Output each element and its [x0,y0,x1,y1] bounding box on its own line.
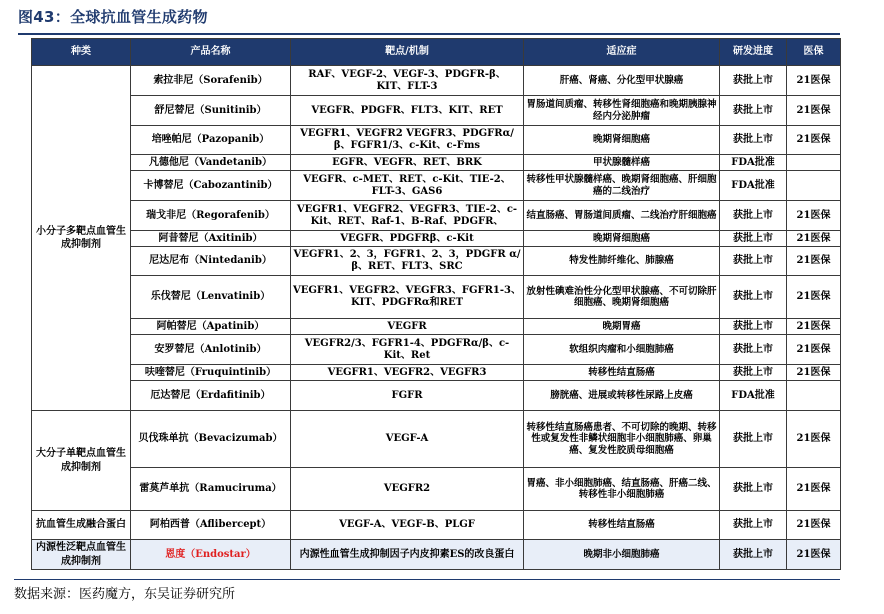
drug-status: 获批上市 [720,276,787,319]
drug-target: EGFR、VEGFR、RET、BRK [291,155,524,171]
drug-insurance: 21医保 [787,540,841,570]
drug-indication: 转移性结直肠癌患者、不可切除的晚期、转移性或复发性非鳞状细胞非小细胞肺癌、卵巢癌、复发性胶质母细胞癌 [524,411,720,468]
drug-target: VEGF-A、VEGF-B、PLGF [291,511,524,540]
table-row [32,335,841,365]
drug-target: VEGFR、c-MET、RET、c-Kit、TIE-2、FLT-3、GAS6 [291,171,524,201]
drug-status: 获批上市 [720,201,787,231]
header-row [32,39,841,66]
drug-insurance: 21医保 [787,126,841,155]
drug-name: 厄达替尼（Erdafitinib） [131,381,291,411]
drug-indication: 转移性结直肠癌 [524,511,720,540]
drug-indication: 特发性肺纤维化、肺腺癌 [524,247,720,276]
drug-indication: 放射性碘难治性分化型甲状腺癌、不可切除肝细胞癌、晚期肾细胞癌 [524,276,720,319]
drug-status: 获批上市 [720,96,787,126]
drug-status: 获批上市 [720,365,787,381]
drug-name: 阿昔替尼（Axitinib） [131,231,291,247]
header-name: 产品名称 [131,39,291,66]
title-divider [18,33,840,35]
drug-target: VEGFR、PDGFRβ、c-Kit [291,231,524,247]
drug-insurance: 21医保 [787,511,841,540]
drug-indication: 肝癌、肾癌、分化型甲状腺癌 [524,66,720,96]
drug-insurance: 21医保 [787,365,841,381]
drug-status: FDA批准 [720,171,787,201]
drug-name: 贝伐珠单抗（Bevacizumab） [131,411,291,468]
drug-indication: 胃癌、非小细胞肺癌、结直肠癌、肝癌二线、转移性非小细胞肺癌 [524,468,720,511]
table-row [32,126,841,155]
drug-insurance: 21医保 [787,247,841,276]
drug-insurance: 21医保 [787,66,841,96]
drug-table [31,38,841,570]
drug-insurance: 21医保 [787,335,841,365]
drug-status: 获批上市 [720,247,787,276]
drug-status: FDA批准 [720,381,787,411]
drug-target: VEGFR [291,319,524,335]
table-row [32,247,841,276]
table-row [32,411,841,468]
drug-insurance: 21医保 [787,411,841,468]
bottom-divider [14,579,840,580]
table-row [32,201,841,231]
source-note: 数据来源：医药魔方，东吴证券研究所 [14,587,236,602]
drug-indication: 膀胱癌、进展或转移性尿路上皮癌 [524,381,720,411]
drug-name: 阿柏西普（Aflibercept） [131,511,291,540]
drug-target: 内源性血管生成抑制因子内皮抑素ES的改良蛋白 [291,540,524,570]
drug-insurance: 21医保 [787,96,841,126]
drug-name: 雷莫芦单抗（Ramuciruma） [131,468,291,511]
drug-status: 获批上市 [720,468,787,511]
header-indication: 适应症 [524,39,720,66]
drug-indication: 甲状腺髓样癌 [524,155,720,171]
drug-insurance: 21医保 [787,468,841,511]
drug-status: 获批上市 [720,540,787,570]
drug-status: 获批上市 [720,511,787,540]
drug-target: VEGFR1、VEGFR2 VEGFR3、PDGFRα/β、FGFR1/3、c-Kit、c-Fms [291,126,524,155]
drug-indication: 结直肠癌、胃肠道间质瘤、二线治疗肝细胞癌 [524,201,720,231]
drug-indication: 转移性结直肠癌 [524,365,720,381]
drug-name: 培唑帕尼（Pazopanib） [131,126,291,155]
drug-name: 卡博替尼（Cabozantinib） [131,171,291,201]
category-antibody: 大分子单靶点血管生成抑制剂 [32,411,131,511]
table-row [32,155,841,171]
drug-name: 安罗替尼（Anlotinib） [131,335,291,365]
category-fusion: 抗血管生成融合蛋白 [32,511,131,540]
drug-target: VEGFR2/3、FGFR1-4、PDGFRα/β、c-Kit、Ret [291,335,524,365]
drug-target: FGFR [291,381,524,411]
drug-status: 获批上市 [720,66,787,96]
drug-name: 瑞戈非尼（Regorafenib） [131,201,291,231]
drug-target: VEGFR2 [291,468,524,511]
drug-name: 凡德他尼（Vandetanib） [131,155,291,171]
table-row-highlighted [32,540,841,570]
drug-name: 阿帕替尼（Apatinib） [131,319,291,335]
table-row [32,96,841,126]
table-row [32,66,841,96]
drug-indication: 晚期肾细胞癌 [524,126,720,155]
drug-status: FDA批准 [720,155,787,171]
table-row [32,365,841,381]
drug-name: 舒尼替尼（Sunitinib） [131,96,291,126]
header-category: 种类 [32,39,131,66]
drug-name: 索拉非尼（Sorafenib） [131,66,291,96]
drug-target: VEGFR1、VEGFR2、VEGFR3、FGFR1-3、KIT、PDGFRα和RET [291,276,524,319]
table-row [32,319,841,335]
drug-target: VEGFR1、VEGFR2、VEGFR3 [291,365,524,381]
drug-insurance [787,381,841,411]
drug-indication: 转移性甲状腺髓样癌、晚期肾细胞癌、肝细胞癌的二线治疗 [524,171,720,201]
table-row [32,511,841,540]
figure-title: 图43：全球抗血管生成药物 [18,8,208,26]
drug-target: VEGFR、PDGFR、FLT3、KIT、RET [291,96,524,126]
table-row [32,468,841,511]
header-insurance: 医保 [787,39,841,66]
header-status: 研发进度 [720,39,787,66]
table-row [32,171,841,201]
drug-insurance [787,171,841,201]
drug-indication: 晚期肾细胞癌 [524,231,720,247]
drug-indication: 胃肠道间质瘤、转移性肾细胞癌和晚期胰腺神经内分泌肿瘤 [524,96,720,126]
drug-target: VEGFR1、2、3，FGFR1、2、3，PDGFR α/β、RET、FLT3、SRC [291,247,524,276]
header-target: 靶点/机制 [291,39,524,66]
drug-insurance: 21医保 [787,276,841,319]
table-row [32,231,841,247]
drug-insurance: 21医保 [787,231,841,247]
drug-insurance: 21医保 [787,319,841,335]
drug-status: 获批上市 [720,126,787,155]
table-row [32,276,841,319]
drug-status: 获批上市 [720,411,787,468]
drug-target: RAF、VEGF-2、VEGF-3、PDGFR-β、KIT、FLT-3 [291,66,524,96]
drug-name: 呋喹替尼（Fruquintinib） [131,365,291,381]
drug-name: 乐伐替尼（Lenvatinib） [131,276,291,319]
drug-status: 获批上市 [720,319,787,335]
table-row [32,381,841,411]
category-small-molecule: 小分子多靶点血管生成抑制剂 [32,66,131,411]
drug-indication: 晚期非小细胞肺癌 [524,540,720,570]
drug-name: 恩度（Endostar） [131,540,291,570]
drug-name: 尼达尼布（Nintedanib） [131,247,291,276]
drug-target: VEGFR1、VEGFR2、VEGFR3、TIE-2、c-Kit、RET、Raf-1、B-Raf、PDGFR、 [291,201,524,231]
drug-status: 获批上市 [720,231,787,247]
drug-target: VEGF-A [291,411,524,468]
drug-indication: 晚期胃癌 [524,319,720,335]
category-endogenous: 内源性泛靶点血管生成抑制剂 [32,540,131,570]
drug-status: 获批上市 [720,335,787,365]
drug-indication: 软组织肉瘤和小细胞肺癌 [524,335,720,365]
drug-insurance [787,155,841,171]
drug-insurance: 21医保 [787,201,841,231]
